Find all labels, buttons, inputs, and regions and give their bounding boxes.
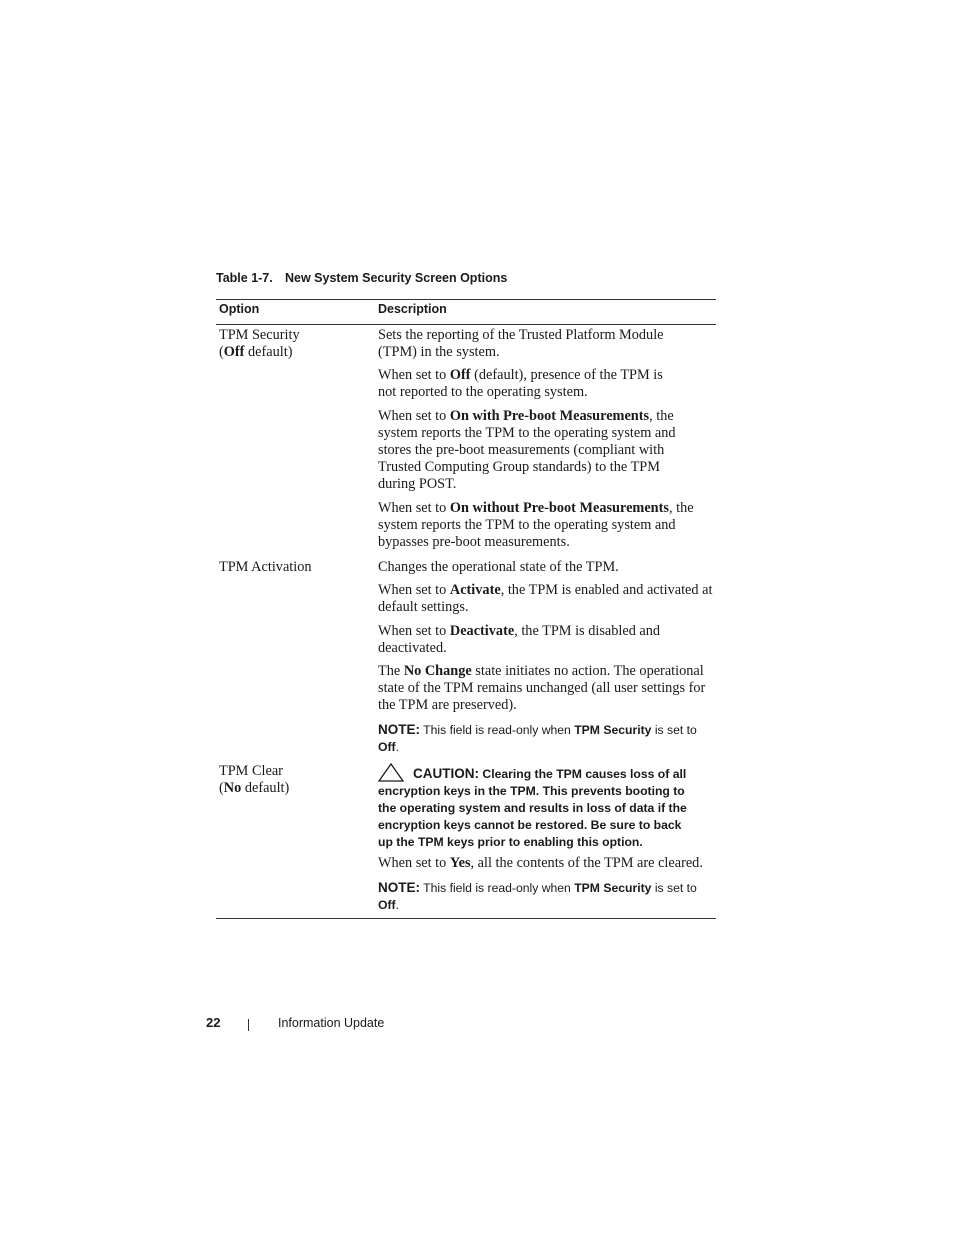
caution-label: CAUTION:	[413, 766, 479, 781]
setting-on-with-preboot: On with Pre-boot Measurements	[449, 408, 650, 424]
setting-off: Off	[378, 740, 396, 754]
option-tpm-security	[219, 327, 369, 361]
text: This field is read-only when	[420, 881, 575, 895]
desc-tpm-security-3	[378, 408, 688, 493]
default-value: No	[223, 780, 242, 796]
caution-text: Clearing the TPM causes loss of all encryption keys in the TPM. This prevents booting to the operating system and results in loss of data if the encryption keys cannot be restored. Be sure to back up the TPM keys prior to enabling this option.	[378, 767, 687, 849]
text: When set to	[378, 582, 450, 598]
footer-separator	[248, 1019, 249, 1031]
paren: (	[219, 344, 224, 360]
setting-no-change: No Change	[403, 663, 472, 679]
table-number: Table 1-7.	[216, 271, 273, 285]
option-tpm-activation	[219, 559, 369, 576]
note-tpm-clear	[378, 879, 698, 914]
text: The	[378, 663, 404, 679]
column-header-description: Description	[378, 302, 447, 316]
desc-tpm-security-4	[378, 500, 698, 551]
desc-tpm-security-1: Sets the reporting of the Trusted Platform Module (TPM) in the system.	[378, 327, 664, 360]
option-default	[219, 780, 369, 797]
text: , the TPM is enabled and activated at default settings.	[378, 582, 713, 615]
setting-tpm-security: TPM Security	[574, 723, 652, 737]
paren: (	[219, 780, 224, 796]
note-label: NOTE:	[378, 722, 420, 737]
table-header-rule	[216, 324, 716, 325]
footer-section-title: Information Update	[278, 1016, 385, 1030]
setting-on-without-preboot: On without Pre-boot Measurements	[449, 500, 669, 516]
setting-off: Off	[378, 898, 396, 912]
setting-yes: Yes	[449, 855, 471, 871]
text: is set to	[651, 723, 697, 737]
desc-tpm-activation-4	[378, 663, 716, 714]
text: When set to	[378, 408, 450, 424]
text: .	[395, 740, 399, 754]
note-label: NOTE:	[378, 880, 420, 895]
warning-triangle-icon	[378, 763, 404, 780]
desc-tpm-clear-1	[378, 855, 716, 872]
default-suffix: default)	[244, 344, 293, 360]
table-top-rule	[216, 299, 716, 300]
page-number: 22	[206, 1015, 221, 1030]
text: When set to	[378, 367, 450, 383]
column-header-option: Option	[219, 302, 260, 316]
text: state initiates no action. The operational state of the TPM remains unchanged (all user settings for the TPM are preserved).	[378, 663, 706, 713]
text: , the TPM is disabled and deactivated.	[378, 623, 661, 656]
setting-off: Off	[449, 367, 471, 383]
text: .	[395, 898, 399, 912]
setting-tpm-security: TPM Security	[574, 881, 652, 895]
text: is set to	[651, 881, 697, 895]
text: When set to	[378, 500, 450, 516]
text: When set to	[378, 855, 450, 871]
table-caption	[216, 271, 507, 285]
text: , all the contents of the TPM are cleared.	[470, 855, 703, 871]
option-name: TPM Activation	[219, 559, 312, 575]
option-name: TPM Clear	[219, 763, 283, 779]
default-value: Off	[223, 344, 245, 360]
text: , the system reports the TPM to the operating system and stores the pre-boot measurements (compliant with Trusted Computing Group standards) to the TPM during POST.	[378, 408, 676, 492]
table-title: New System Security Screen Options	[285, 271, 508, 285]
table-bottom-rule	[216, 918, 716, 919]
caution-tpm-clear	[378, 763, 696, 851]
option-tpm-clear	[219, 763, 369, 797]
text: , the system reports the TPM to the operating system and bypasses pre-boot measurements.	[378, 500, 694, 550]
setting-deactivate: Deactivate	[449, 623, 515, 639]
text: (default), presence of the TPM is not reported to the operating system.	[378, 367, 663, 400]
desc-tpm-activation-2	[378, 582, 713, 616]
text: When set to	[378, 623, 450, 639]
setting-activate: Activate	[449, 582, 501, 598]
desc-tpm-security-2	[378, 367, 668, 401]
desc-tpm-activation-3	[378, 623, 678, 657]
text: This field is read-only when	[420, 723, 575, 737]
note-tpm-activation	[378, 721, 698, 756]
option-default	[219, 344, 369, 361]
desc-tpm-activation-1: Changes the operational state of the TPM.	[378, 559, 619, 575]
option-name: TPM Security	[219, 327, 300, 343]
default-suffix: default)	[241, 780, 290, 796]
